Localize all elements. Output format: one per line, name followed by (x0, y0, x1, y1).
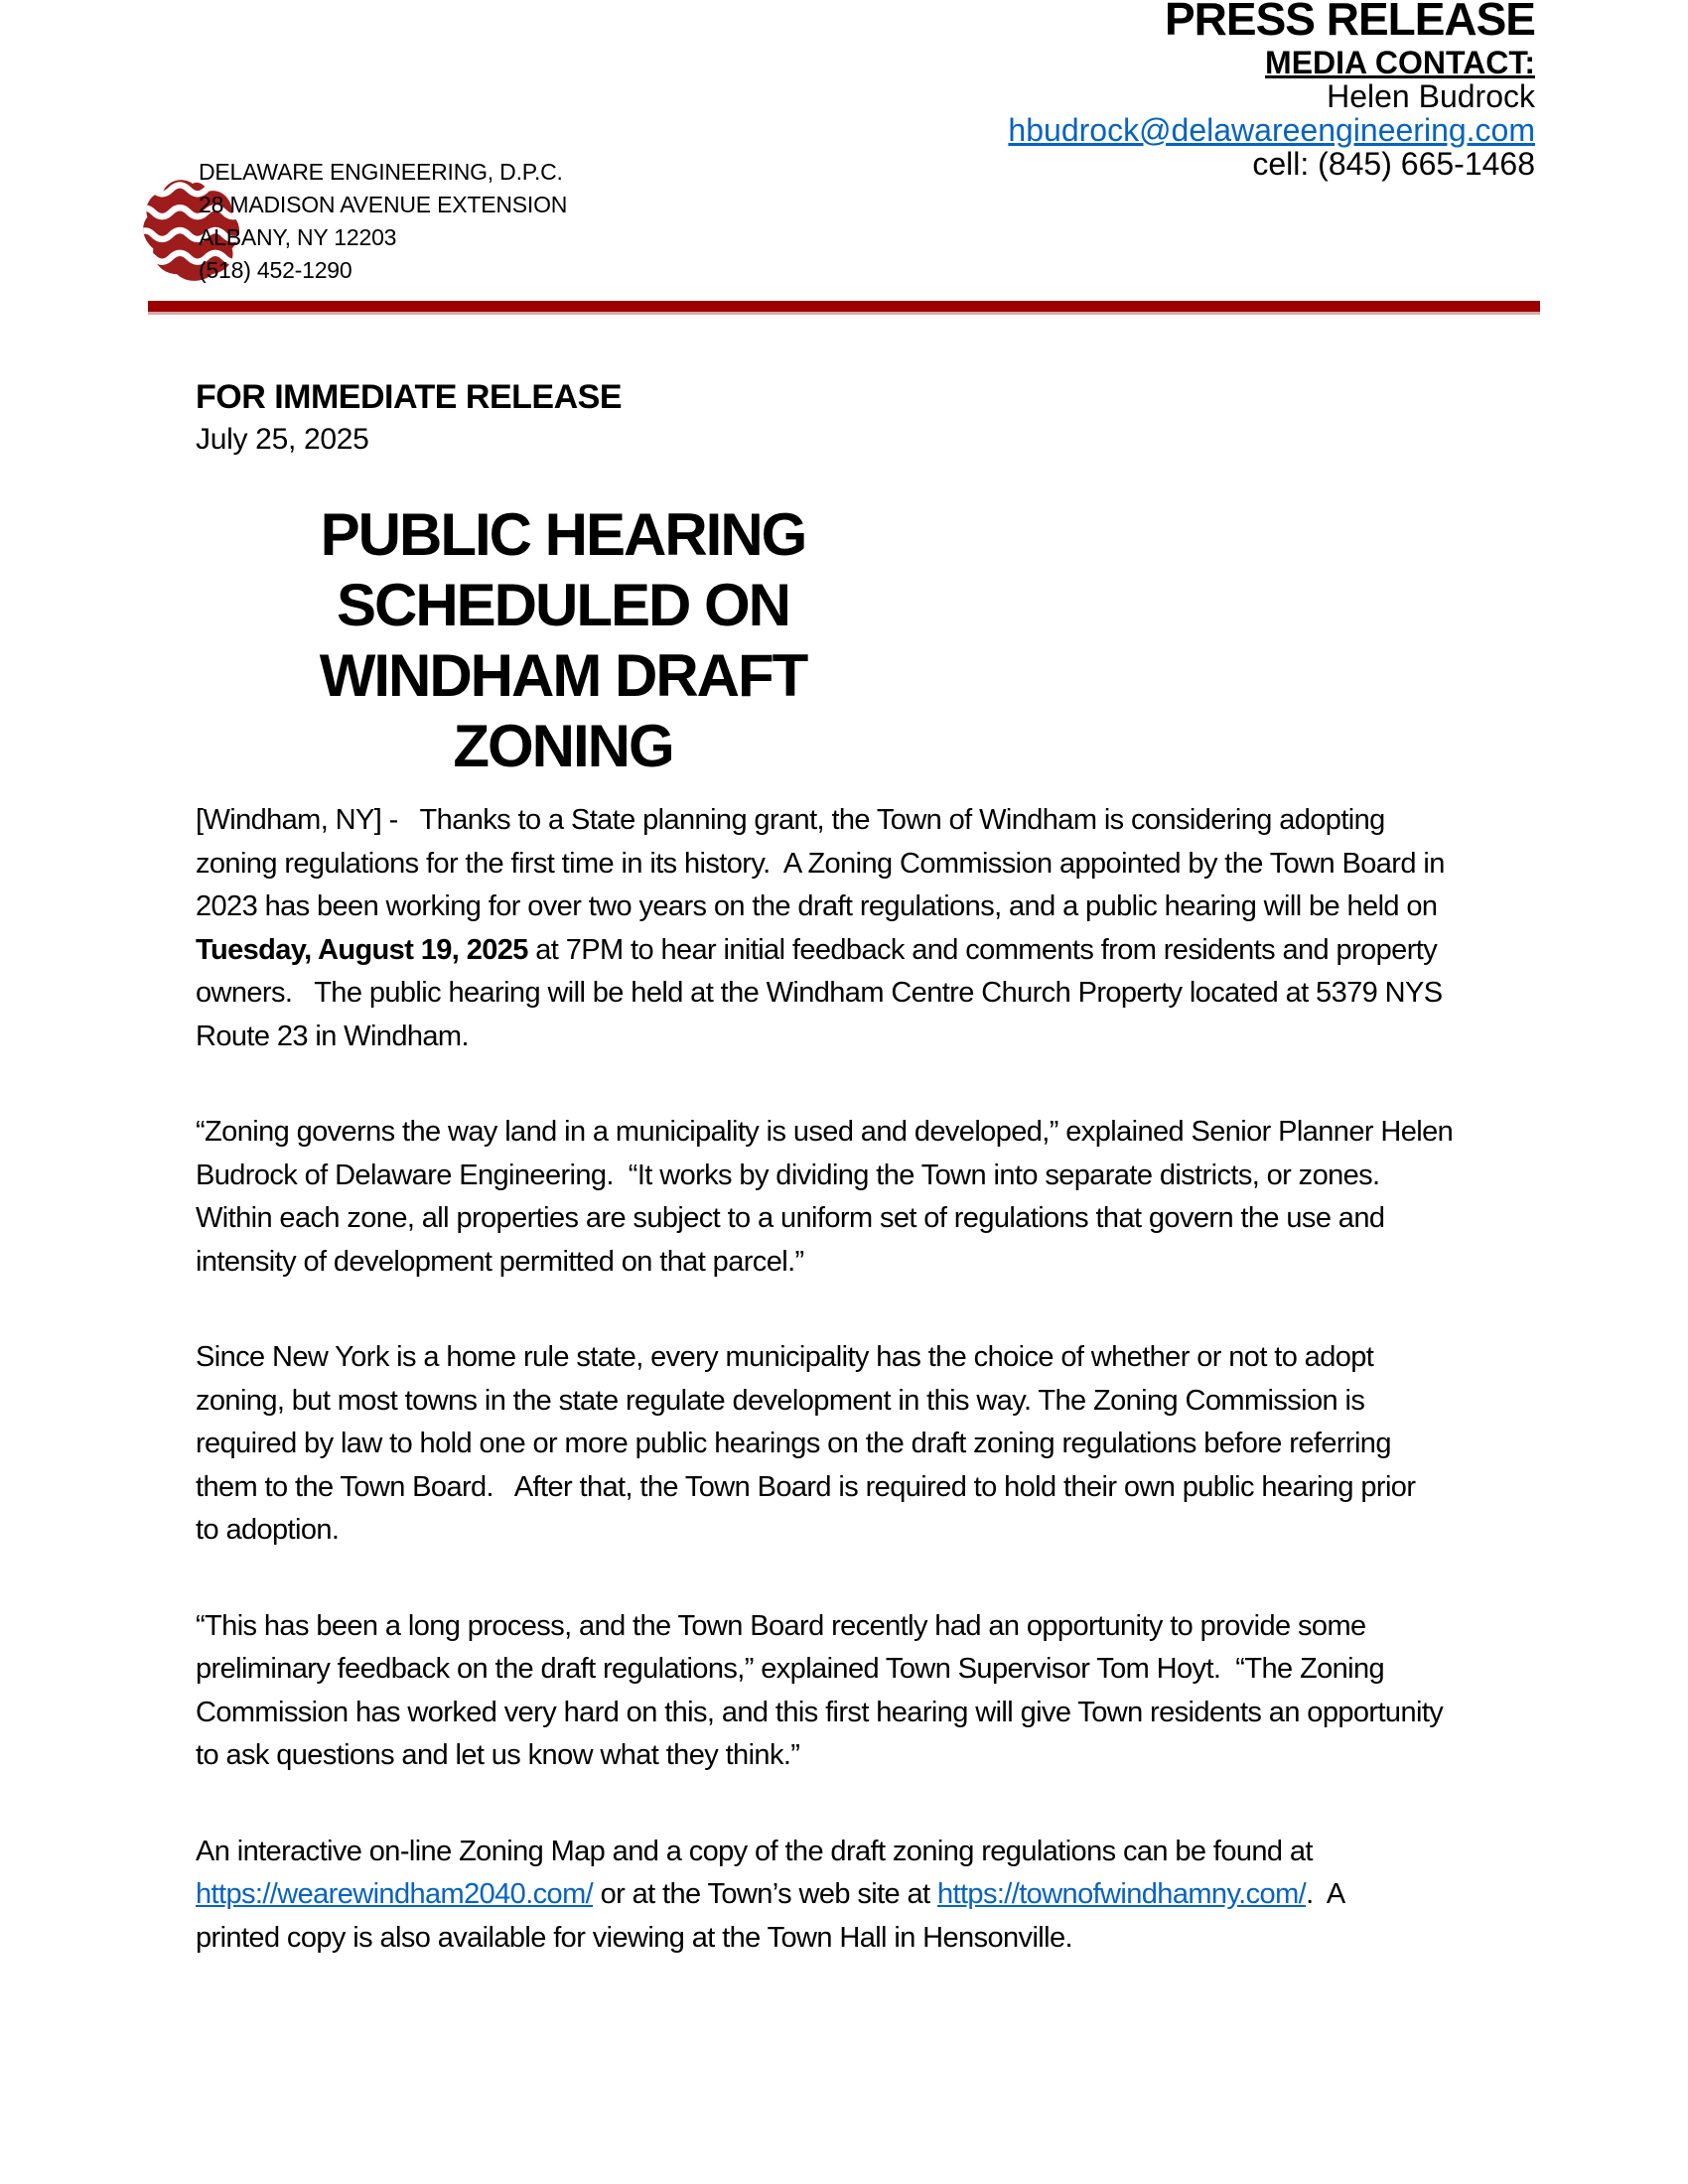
contact-email-link[interactable]: hbudrock@delawareengineering.com (1008, 112, 1535, 148)
headline-line: SCHEDULED ON (336, 572, 790, 638)
text-run: zoning, but most towns in the state regulate development in this way. The Zoning Commission is (196, 1384, 1365, 1417)
text-run: Within each zone, all properties are subject to a uniform set of regulations that govern the use and (196, 1202, 1385, 1234)
paragraph (196, 799, 1586, 1058)
paragraph-line (196, 1155, 1586, 1198)
text-run: or at the Town’s web site at (593, 1878, 937, 1910)
paragraph-line (196, 1692, 1586, 1735)
paragraph-line (196, 1197, 1586, 1241)
text-run: at 7PM to hear initial feedback and comments from residents and property (527, 933, 1438, 966)
text-run: An interactive on-line Zoning Map and a copy of the draft zoning regulations can be found at (196, 1835, 1313, 1867)
text-run: Since New York is a home rule state, every municipality has the choice of whether or not to adopt (196, 1341, 1374, 1373)
header-contact-block (1008, 0, 1535, 181)
company-name: DELAWARE ENGINEERING, D.P.C. (199, 159, 563, 185)
headline-line: PUBLIC HEARING (320, 501, 806, 568)
text-run: owners. The public hearing will be held at the Windham Centre Church Property located at 5379 NYS (196, 977, 1443, 1009)
text-run: them to the Town Board. After that, the Town Board is required to hold their own public hearing prior (196, 1470, 1416, 1503)
text-run: Budrock of Delaware Engineering. “It works by dividing the Town into separate districts, or zones. (196, 1159, 1380, 1191)
paragraph-line (196, 843, 1586, 887)
for-immediate-release-label: FOR IMMEDIATE RELEASE (196, 378, 622, 416)
contact-cell: cell: (845) 665-1468 (1252, 146, 1535, 182)
paragraph-line (196, 1648, 1586, 1692)
text-run: printed copy is also available for viewing at the Town Hall in Hensonville. (196, 1921, 1072, 1954)
text-run: zoning regulations for the first time in its history. A Zoning Commission appointed by the Town Board in (196, 847, 1445, 880)
paragraph-line (196, 1336, 1586, 1380)
paragraph-line (196, 1917, 1586, 1961)
headline-line: ZONING (453, 713, 673, 779)
bold-text-run: Tuesday, August 19, 2025 (196, 933, 528, 966)
text-run: . A (1306, 1878, 1345, 1910)
text-run: preliminary feedback on the draft regulations,” explained Town Supervisor Tom Hoyt. “The Zoning (196, 1653, 1385, 1685)
paragraph-line (196, 1873, 1586, 1917)
company-address-line2: ALBANY, NY 12203 (199, 224, 397, 250)
text-run: Commission has worked very hard on this, and this first hearing will give Town residents an opportunity (196, 1696, 1444, 1728)
text-run: intensity of development permitted on that parcel.” (196, 1245, 804, 1278)
company-block (199, 156, 567, 287)
text-run: 2023 has been working for over two years on the draft regulations, and a public hearing will be held on (196, 890, 1438, 922)
company-address-line1: 28 MADISON AVENUE EXTENSION (199, 192, 568, 217)
text-run: [Windham, NY] - Thanks to a State planning grant, the Town of Windham is considering adopting (196, 804, 1385, 836)
paragraph-line (196, 886, 1586, 929)
paragraph-line (196, 1734, 1586, 1778)
headline (199, 499, 927, 781)
headline-line: WINDHAM DRAFT (319, 642, 807, 709)
company-phone: (518) 452-1290 (199, 257, 352, 283)
text-run: to ask questions and let us know what they think.” (196, 1739, 800, 1771)
media-contact-label: MEDIA CONTACT: (1265, 45, 1535, 80)
contact-email-line (1008, 113, 1535, 147)
paragraph-line (196, 1380, 1586, 1424)
text-run: “This has been a long process, and the Town Board recently had an opportunity to provide some (196, 1609, 1366, 1642)
paragraph-line (196, 1111, 1586, 1155)
paragraph-line (196, 929, 1586, 973)
contact-name: Helen Budrock (1327, 78, 1535, 114)
press-release-title: PRESS RELEASE (1165, 0, 1535, 45)
paragraph-line (196, 1423, 1586, 1466)
paragraph-line (196, 1466, 1586, 1510)
paragraph (196, 1605, 1586, 1778)
paragraph-line (196, 799, 1586, 843)
paragraph-line (196, 972, 1586, 1016)
paragraph (196, 1336, 1586, 1553)
paragraph (196, 1831, 1586, 1961)
paragraph-line (196, 1509, 1586, 1553)
paragraph-line (196, 1831, 1586, 1874)
text-run: to adoption. (196, 1514, 340, 1546)
paragraph-line (196, 1016, 1586, 1059)
paragraph-line (196, 1605, 1586, 1649)
header-divider-rule (148, 301, 1540, 315)
paragraph-line (196, 1241, 1586, 1285)
body-hyperlink[interactable]: https://townofwindhamny.com/ (936, 1878, 1307, 1910)
press-body (196, 799, 1586, 2012)
text-run: required by law to hold one or more public hearings on the draft zoning regulations before referring (196, 1428, 1391, 1459)
release-date: July 25, 2025 (196, 423, 369, 456)
text-run: Route 23 in Windham. (196, 1020, 469, 1052)
text-run: “Zoning governs the way land in a municipality is used and developed,” explained Senior Planner Helen (196, 1116, 1454, 1148)
paragraph (196, 1111, 1586, 1284)
body-hyperlink[interactable]: https://wearewindham2040.com/ (196, 1878, 594, 1910)
